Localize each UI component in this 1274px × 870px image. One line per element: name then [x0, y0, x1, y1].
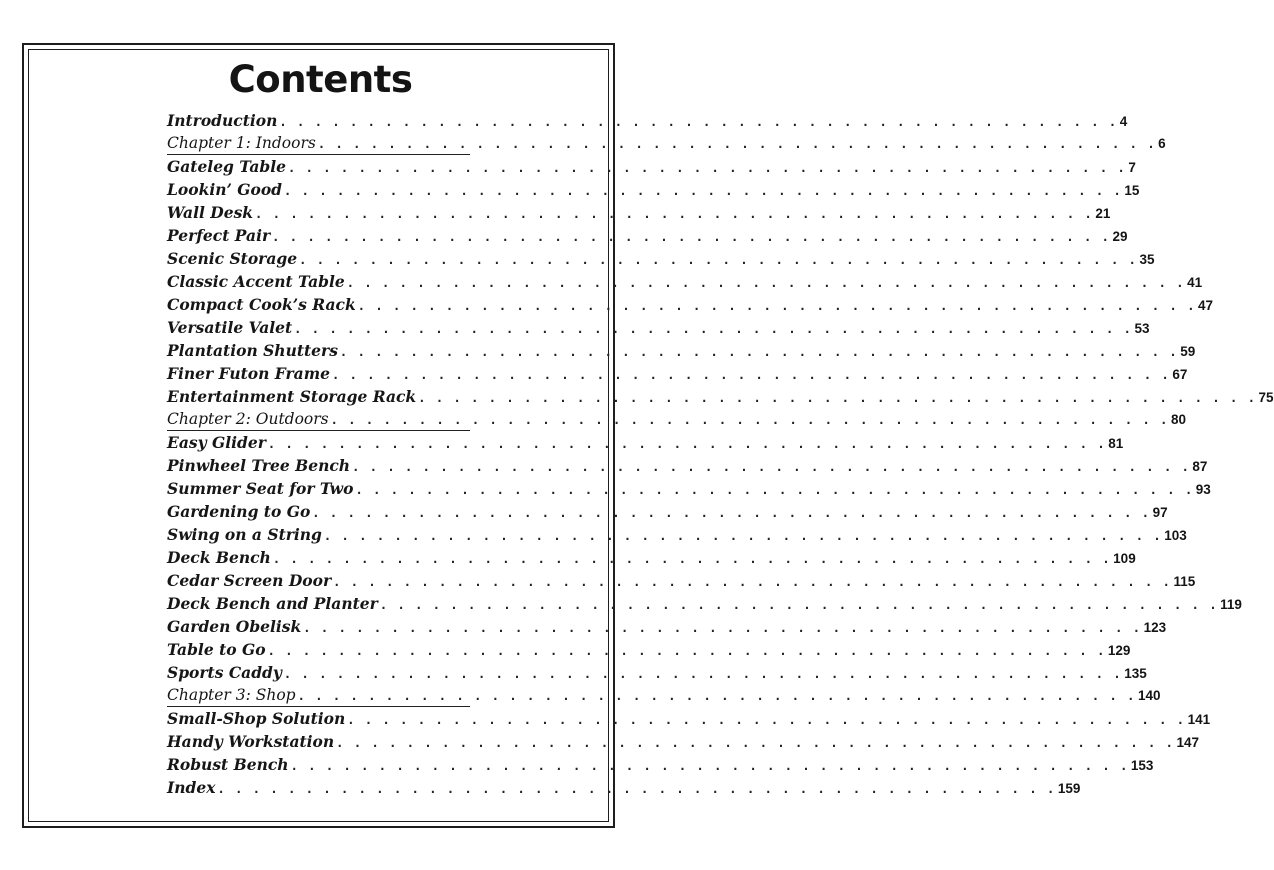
toc-entry-title: Lookin’ Good [167, 180, 283, 199]
dot-leader: . . . . . . . . . . . . . . . . . . . . . . . . . . . . . . . . . . . . . . . . . . . . . . . . [323, 529, 1163, 543]
toc-page-number: 53 [1134, 321, 1150, 336]
toc-entry[interactable] [167, 569, 1196, 592]
toc-page-number: 135 [1124, 666, 1147, 681]
toc-page-number: 59 [1180, 344, 1196, 359]
toc-entry-title: Garden Obelisk [167, 617, 302, 636]
dot-leader: . . . . . . . . . . . . . . . . . . . . . . . . . . . . . . . . . . . . . . . . . . . . . . . . [297, 689, 1136, 703]
dot-leader: . . . . . . . . . . . . . . . . . . . . . . . . . . . . . . . . . . . . . . . . . . . . . . . . [290, 759, 1129, 773]
toc-page-number: 141 [1187, 712, 1211, 727]
toc-entry[interactable] [167, 753, 1154, 776]
toc-entry-title: Summer Seat for Two [167, 479, 354, 498]
toc-page-number: 147 [1176, 735, 1200, 750]
toc-page-number: 115 [1173, 574, 1196, 589]
toc-page-number: 129 [1107, 643, 1131, 658]
toc-page-number: 6 [1158, 136, 1166, 151]
toc-page-number: 97 [1152, 505, 1168, 520]
dot-leader: . . . . . . . . . . . . . . . . . . . . . . . . . . . . . . . . . . . . . . . . . . . . . . . . [346, 276, 1186, 290]
dot-leader: . . . . . . . . . . . . . . . . . . . . . . . . . . . . . . . . . . . . . . . . . . . . . . . . [283, 667, 1123, 681]
toc-entry-title: Entertainment Storage Rack [167, 387, 417, 406]
toc-entry[interactable] [167, 385, 1274, 408]
toc-entry[interactable] [167, 615, 1167, 638]
toc-page-number: 159 [1057, 781, 1081, 796]
toc-entry-title: Chapter 1: Indoors [167, 134, 316, 152]
dot-leader: . . . . . . . . . . . . . . . . . . . . . . . . . . . . . . . . . . . . . . . . . . . . . . . . [357, 299, 1197, 313]
toc-entry-title: Swing on a String [167, 525, 322, 544]
toc-entry-title: Gardening to Go [167, 502, 311, 521]
toc-entry-title: Perfect Pair [167, 226, 271, 245]
table-of-contents [167, 109, 1274, 799]
toc-page-number: 7 [1128, 160, 1136, 175]
dot-leader: . . . . . . . . . . . . . . . . . . . . . . . . . . . . . . . . . . . . . . . . . . . . . . . . [331, 368, 1171, 382]
toc-entry[interactable] [167, 293, 1214, 316]
toc-entry-title: Cedar Screen Door [167, 571, 332, 590]
toc-entry-title: Pinwheel Tree Bench [167, 456, 351, 475]
toc-entry-title: Compact Cook’s Rack [167, 295, 356, 314]
toc-entry[interactable] [167, 638, 1131, 661]
toc-page-number: 109 [1113, 551, 1136, 566]
dot-leader: . . . . . . . . . . . . . . . . . . . . . . . . . . . . . . . . . . . . . . . . . . . . . . . . [255, 207, 1094, 221]
toc-entry[interactable] [167, 270, 1203, 293]
toc-entry[interactable] [167, 362, 1188, 385]
dot-leader: . . . . . . . . . . . . . . . . . . . . . . . . . . . . . . . . . . . . . . . . . . . . . . . . [267, 437, 1107, 451]
dot-leader: . . . . . . . . . . . . . . . . . . . . . . . . . . . . . . . . . . . . . . . . . . . . . . . . [336, 736, 1175, 750]
toc-entry[interactable] [167, 155, 1136, 178]
toc-page-number: 35 [1139, 252, 1155, 267]
dot-leader: . . . . . . . . . . . . . . . . . . . . . . . . . . . . . . . . . . . . . . . . . . . . . . . . [330, 413, 1169, 427]
toc-entry[interactable] [167, 730, 1200, 753]
dot-leader: . . . . . . . . . . . . . . . . . . . . . . . . . . . . . . . . . . . . . . . . . . . . . . . . [312, 506, 1151, 520]
dot-leader: . . . . . . . . . . . . . . . . . . . . . . . . . . . . . . . . . . . . . . . . . . . . . . . . [272, 230, 1111, 244]
toc-entry[interactable] [167, 707, 1211, 730]
toc-page-number: 153 [1130, 758, 1154, 773]
toc-page-number: 47 [1198, 298, 1214, 313]
dot-leader: . . . . . . . . . . . . . . . . . . . . . . . . . . . . . . . . . . . . . . . . . . . . . . . . [303, 621, 1142, 635]
toc-entry[interactable] [167, 477, 1211, 500]
toc-entry-title: Easy Glider [167, 433, 266, 452]
dot-leader: . . . . . . . . . . . . . . . . . . . . . . . . . . . . . . . . . . . . . . . . . . . . . . . . [317, 137, 1157, 151]
toc-page-number: 93 [1195, 482, 1211, 497]
dot-leader: . . . . . . . . . . . . . . . . . . . . . . . . . . . . . . . . . . . . . . . . . . . . . . . . [217, 782, 1056, 796]
toc-entry[interactable] [167, 339, 1196, 362]
dot-leader: . . . . . . . . . . . . . . . . . . . . . . . . . . . . . . . . . . . . . . . . . . . . . . . . [347, 713, 1186, 727]
toc-entry-title: Plantation Shutters [167, 341, 338, 360]
toc-page-number: 103 [1164, 528, 1187, 543]
toc-page-number: 41 [1187, 275, 1203, 290]
toc-entry-title: Index [167, 778, 216, 797]
toc-page-number: 140 [1137, 688, 1161, 703]
toc-page-number: 119 [1220, 597, 1242, 612]
toc-entry-title: Introduction [167, 111, 278, 130]
toc-entry-title: Robust Bench [167, 755, 289, 774]
dot-leader: . . . . . . . . . . . . . . . . . . . . . . . . . . . . . . . . . . . . . . . . . . . . . . . . [284, 184, 1123, 198]
toc-chapter-heading[interactable] [167, 132, 1166, 155]
dot-leader: . . . . . . . . . . . . . . . . . . . . . . . . . . . . . . . . . . . . . . . . . . . . . . . . [379, 598, 1219, 612]
toc-page-number: 123 [1143, 620, 1167, 635]
toc-page-number: 15 [1124, 183, 1140, 198]
toc-page-number: 67 [1172, 367, 1188, 382]
toc-page-number: 75 [1258, 390, 1274, 405]
toc-entry-title: Wall Desk [167, 203, 254, 222]
toc-entry-title: Scenic Storage [167, 249, 298, 268]
toc-entry[interactable] [167, 224, 1128, 247]
toc-entry[interactable] [167, 523, 1187, 546]
toc-entry-title: Deck Bench [167, 548, 271, 567]
toc-entry[interactable] [167, 592, 1242, 615]
dot-leader: . . . . . . . . . . . . . . . . . . . . . . . . . . . . . . . . . . . . . . . . . . . . . . . . [355, 483, 1194, 497]
toc-page-number: 21 [1095, 206, 1111, 221]
dot-leader: . . . . . . . . . . . . . . . . . . . . . . . . . . . . . . . . . . . . . . . . . . . . . . . . [294, 322, 1133, 336]
toc-entry-title: Handy Workstation [167, 732, 335, 751]
toc-entry[interactable] [167, 247, 1155, 270]
toc-entry-title: Classic Accent Table [167, 272, 345, 291]
toc-entry[interactable] [167, 661, 1147, 684]
toc-entry-title: Sports Caddy [167, 663, 282, 682]
toc-page-number: 81 [1108, 436, 1124, 451]
dot-leader: . . . . . . . . . . . . . . . . . . . . . . . . . . . . . . . . . . . . . . . . . . . . . . . . [299, 253, 1138, 267]
toc-entry[interactable] [167, 178, 1140, 201]
dot-leader: . . . . . . . . . . . . . . . . . . . . . . . . . . . . . . . . . . . . . . . . . . . . . . . . [333, 575, 1172, 589]
toc-entry[interactable] [167, 201, 1111, 224]
toc-chapter-heading[interactable] [167, 408, 1186, 431]
toc-entry-title: Finer Futon Frame [167, 364, 330, 383]
toc-entry[interactable] [167, 109, 1128, 132]
dot-leader: . . . . . . . . . . . . . . . . . . . . . . . . . . . . . . . . . . . . . . . . . . . . . . . . [267, 644, 1106, 658]
dot-leader: . . . . . . . . . . . . . . . . . . . . . . . . . . . . . . . . . . . . . . . . . . . . . . . . [272, 552, 1112, 566]
toc-entry-title: Versatile Valet [167, 318, 293, 337]
toc-page-number: 80 [1170, 412, 1186, 427]
toc-page-number: 4 [1119, 114, 1128, 129]
dot-leader: . . . . . . . . . . . . . . . . . . . . . . . . . . . . . . . . . . . . . . . . . . . . . . . . [352, 460, 1191, 474]
toc-entry[interactable] [167, 431, 1124, 454]
dot-leader: . . . . . . . . . . . . . . . . . . . . . . . . . . . . . . . . . . . . . . . . . . . . . . . . [279, 115, 1118, 129]
toc-entry-title: Chapter 3: Shop [167, 686, 296, 704]
toc-page-number: 29 [1112, 229, 1128, 244]
toc-entry-title: Gateleg Table [167, 157, 286, 176]
toc-entry-title: Table to Go [167, 640, 266, 659]
dot-leader: . . . . . . . . . . . . . . . . . . . . . . . . . . . . . . . . . . . . . . . . . . . . . . . . [339, 345, 1179, 359]
toc-entry-title: Chapter 2: Outdoors [167, 410, 329, 428]
toc-chapter-heading[interactable] [167, 684, 1161, 707]
page-title: Contents [228, 58, 413, 101]
toc-entry[interactable] [167, 500, 1168, 523]
toc-entry[interactable] [167, 316, 1150, 339]
dot-leader: . . . . . . . . . . . . . . . . . . . . . . . . . . . . . . . . . . . . . . . . . . . . . . . . [418, 391, 1257, 405]
toc-entry[interactable] [167, 776, 1081, 799]
toc-page-number: 87 [1192, 459, 1208, 474]
toc-entry-title: Small-Shop Solution [167, 709, 346, 728]
dot-leader: . . . . . . . . . . . . . . . . . . . . . . . . . . . . . . . . . . . . . . . . . . . . . . . . [287, 161, 1127, 175]
toc-entry[interactable] [167, 454, 1208, 477]
toc-entry[interactable] [167, 546, 1136, 569]
toc-entry-title: Deck Bench and Planter [167, 594, 378, 613]
